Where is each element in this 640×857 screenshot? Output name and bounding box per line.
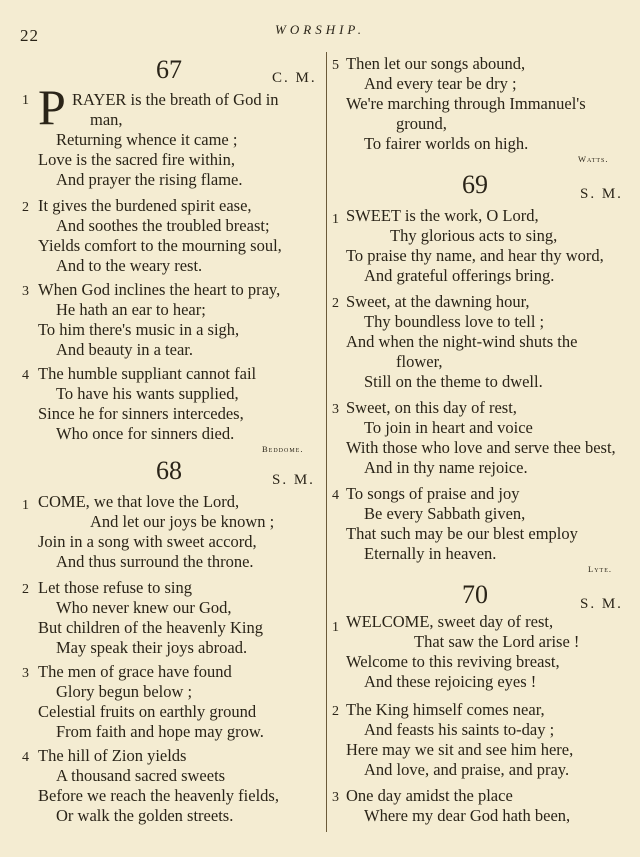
- verse-line: And let our joys be known ;: [90, 512, 275, 531]
- verse-line: The men of grace have found: [38, 662, 232, 681]
- verse-line: It gives the burdened spirit ease,: [38, 196, 252, 215]
- verse-line: Join in a song with sweet accord,: [38, 532, 257, 551]
- stanza-number: 1: [22, 498, 29, 513]
- stanza-number: 3: [332, 790, 339, 805]
- verse-line: And feasts his saints to-day ;: [364, 720, 555, 739]
- hymn-meter: C. M.: [272, 70, 317, 86]
- drop-cap: P: [38, 79, 66, 135]
- verse-line: And grateful offerings bring.: [364, 266, 555, 285]
- stanza-number: 4: [22, 368, 29, 383]
- verse-line: And in thy name rejoice.: [364, 458, 528, 477]
- verse-line: And every tear be dry ;: [364, 74, 517, 93]
- verse-line: man,: [90, 110, 123, 129]
- verse-line: Sweet, at the dawning hour,: [346, 292, 530, 311]
- first-word-rest: RAYER: [72, 90, 127, 109]
- verse-line: Here may we sit and see him here,: [346, 740, 574, 759]
- verse-line: Eternally in heaven.: [364, 544, 497, 563]
- verse-line: Thy glorious acts to sing,: [390, 226, 558, 245]
- hymn-author: Beddome.: [262, 444, 304, 454]
- hymn-number: 70: [462, 580, 488, 609]
- verse-line: And when the night-wind shuts the: [346, 332, 578, 351]
- verse-line: Returning whence it came ;: [56, 130, 238, 149]
- verse-line: Glory begun below ;: [56, 682, 193, 701]
- verse-line: Since he for sinners intercedes,: [38, 404, 244, 423]
- first-line-rest: RAYER is the breath of God in: [72, 90, 279, 109]
- verse-line: He hath an ear to hear;: [56, 300, 206, 319]
- verse-line: And to the weary rest.: [56, 256, 203, 275]
- verse-line: To join in heart and voice: [364, 418, 533, 437]
- stanza-number: 3: [332, 402, 339, 417]
- verse-line: To him there's music in a sigh,: [38, 320, 240, 339]
- hymn-number: 67: [156, 55, 182, 84]
- verse-line: And soothes the troubled breast;: [56, 216, 270, 235]
- verse-line: Or walk the golden streets.: [56, 806, 234, 825]
- hymn-meter: S. M.: [272, 472, 315, 488]
- verse-line: To songs of praise and joy: [346, 484, 520, 503]
- verse-line: And love, and praise, and pray.: [364, 760, 570, 779]
- verse-line: Who once for sinners died.: [56, 424, 235, 443]
- verse-line: Still on the theme to dwell.: [364, 372, 543, 391]
- verse-line: To have his wants supplied,: [56, 384, 239, 403]
- stanza-number: 5: [332, 58, 339, 73]
- verse-line: Welcome to this reviving breast,: [346, 652, 560, 671]
- stanza-number: 4: [22, 750, 29, 765]
- verse-line: One day amidst the place: [346, 786, 513, 805]
- stanza-number: 3: [22, 666, 29, 681]
- verse-line: The King himself comes near,: [346, 700, 545, 719]
- verse-line: With those who love and serve thee best,: [346, 438, 616, 457]
- verse-line: Thy boundless love to tell ;: [364, 312, 545, 331]
- verse-line: The hill of Zion yields: [38, 746, 187, 765]
- hymn-meter: S. M.: [580, 596, 623, 612]
- running-title: WORSHIP.: [275, 22, 365, 37]
- column-divider: [326, 52, 327, 832]
- stanza-number: 2: [22, 200, 29, 215]
- stanza-number: 1: [22, 93, 29, 108]
- verse-line: Yields comfort to the mourning soul,: [38, 236, 282, 255]
- page-number: 22: [20, 26, 39, 45]
- verse-line: A thousand sacred sweets: [56, 766, 226, 785]
- verse-line: And thus surround the throne.: [56, 552, 254, 571]
- verse-line: Before we reach the heavenly fields,: [38, 786, 279, 805]
- verse-line: When God inclines the heart to pray,: [38, 280, 281, 299]
- stanza-number: 4: [332, 488, 339, 503]
- verse-line: That saw the Lord arise !: [414, 632, 580, 651]
- verse-line: Then let our songs abound,: [346, 54, 526, 73]
- hymn-number: 69: [462, 170, 488, 199]
- verse-line: Be every Sabbath given,: [364, 504, 526, 523]
- hymn-number: 68: [156, 456, 182, 485]
- verse-line: And these rejoicing eyes !: [364, 672, 537, 691]
- verse-line: Let those refuse to sing: [38, 578, 192, 597]
- verse-line: Who never knew our God,: [56, 598, 232, 617]
- stanza-number: 1: [332, 212, 339, 227]
- verse-line: From faith and hope may grow.: [56, 722, 264, 741]
- verse-line: WELCOME, sweet day of rest,: [346, 612, 554, 631]
- hymn-author: Lyte.: [588, 564, 612, 574]
- verse-line: COME, we that love the Lord,: [38, 492, 240, 511]
- verse-line: Where my dear God hath been,: [364, 806, 571, 825]
- verse-line: May speak their joys abroad.: [56, 638, 248, 657]
- verse-line: Celestial fruits on earthly ground: [38, 702, 257, 721]
- verse-line: flower,: [396, 352, 443, 371]
- verse-line: ground,: [396, 114, 447, 133]
- verse-line: We're marching through Immanuel's: [346, 94, 586, 113]
- verse-line: SWEET is the work, O Lord,: [346, 206, 539, 225]
- verse-line: And beauty in a tear.: [56, 340, 193, 359]
- verse-line: To fairer worlds on high.: [364, 134, 529, 153]
- verse-line: Sweet, on this day of rest,: [346, 398, 517, 417]
- hymn-meter: S. M.: [580, 186, 623, 202]
- verse-line: But children of the heavenly King: [38, 618, 263, 637]
- hymn-author: Watts.: [578, 154, 609, 164]
- stanza-number: 3: [22, 284, 29, 299]
- verse-line: And prayer the rising flame.: [56, 170, 243, 189]
- verse-line: The humble suppliant cannot fail: [38, 364, 257, 383]
- stanza-number: 2: [22, 582, 29, 597]
- verse-line: Love is the sacred fire within,: [38, 150, 236, 169]
- stanza-number: 2: [332, 296, 339, 311]
- stanza-number: 1: [332, 620, 339, 635]
- verse-line: That such may be our blest employ: [346, 524, 578, 543]
- stanza-number: 2: [332, 704, 339, 719]
- verse-line: To praise thy name, and hear thy word,: [346, 246, 604, 265]
